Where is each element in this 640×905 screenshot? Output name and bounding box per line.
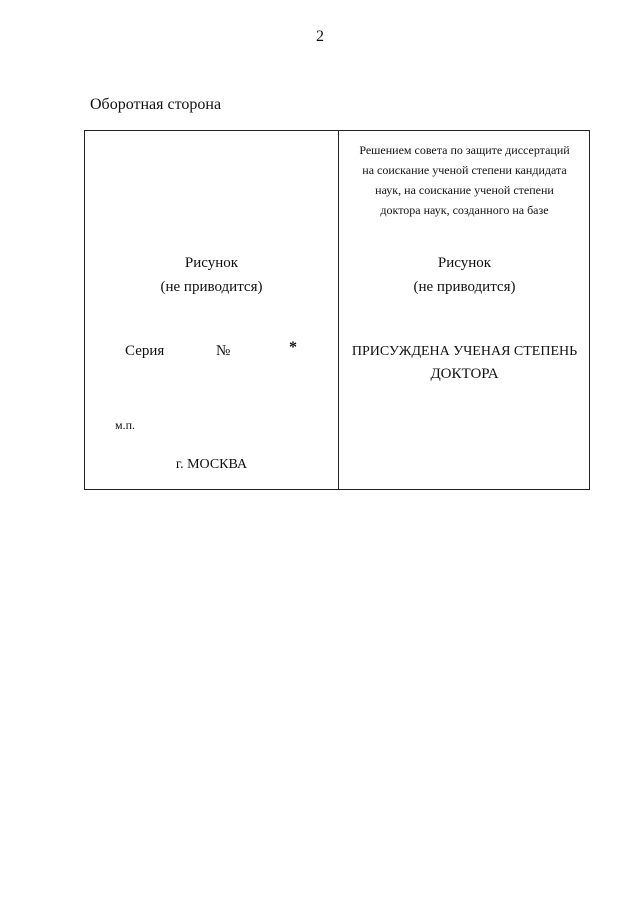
left-figure-placeholder xyxy=(85,251,338,299)
council-decision-text xyxy=(343,140,586,220)
right-figure-note: (не приводится) xyxy=(413,279,516,295)
left-figure-title: Рисунок xyxy=(184,255,239,271)
council-line: наук, на соискание ученой степени xyxy=(375,183,554,197)
side-title: Оборотная сторона xyxy=(90,96,222,113)
right-figure-placeholder xyxy=(339,251,590,299)
number-sign: № xyxy=(216,343,231,359)
council-line: на соискание ученой степени кандидата xyxy=(362,163,567,177)
left-figure-note: (не приводится) xyxy=(160,279,263,295)
council-line: доктора наук, созданного на базе xyxy=(380,203,549,217)
council-line: Решением совета по защите диссертаций xyxy=(359,143,570,157)
series-label: Серия xyxy=(125,343,165,359)
award-line: ПРИСУЖДЕНА УЧЕНАЯ СТЕПЕНЬ xyxy=(351,344,578,359)
city-label: г. МОСКВА xyxy=(175,457,248,472)
diploma-back-form xyxy=(84,130,590,490)
right-panel xyxy=(339,131,590,489)
seal-place-label: м.п. xyxy=(115,418,136,432)
degree-label: ДОКТОРА xyxy=(430,366,499,382)
page-number: 2 xyxy=(316,28,324,45)
asterisk-mark: * xyxy=(289,339,297,356)
left-panel xyxy=(85,131,338,489)
right-figure-title: Рисунок xyxy=(437,255,492,271)
award-text xyxy=(339,341,590,385)
